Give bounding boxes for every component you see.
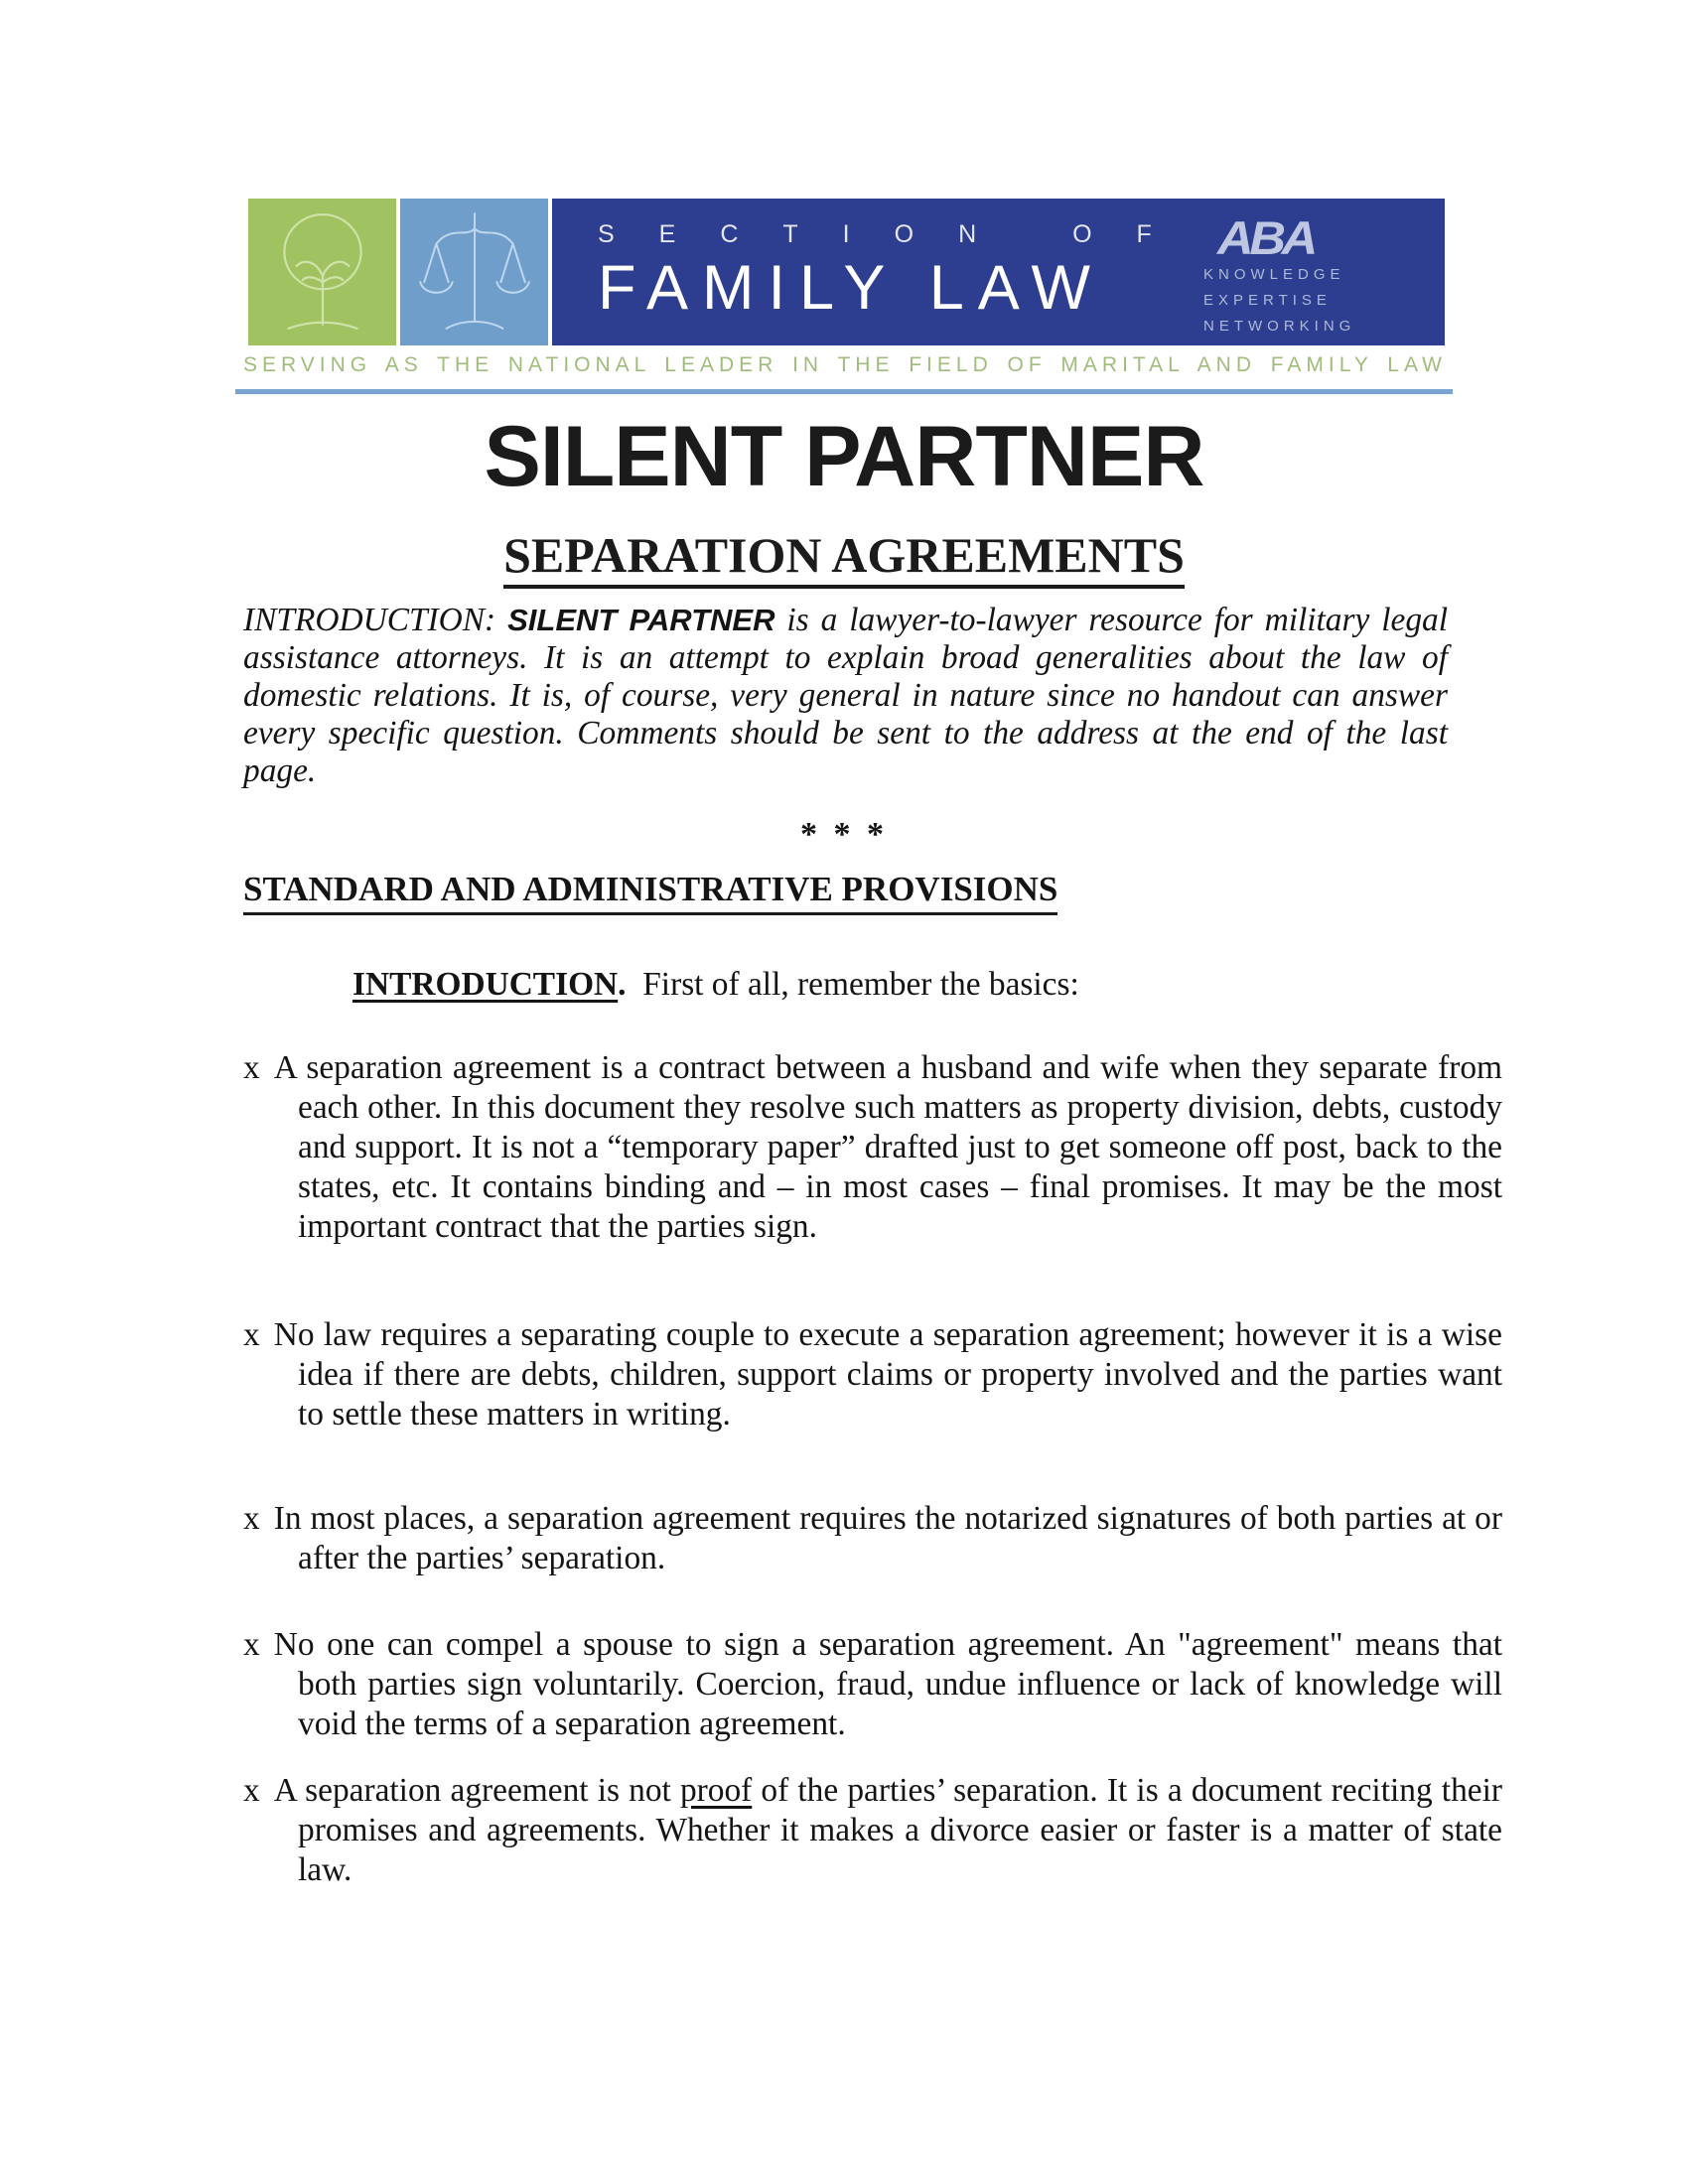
bullet-item (243, 1771, 1502, 1890)
introduction-lead: INTRODUCTION (352, 966, 619, 1003)
bullet-marker: x (243, 1626, 260, 1663)
tree-icon (262, 205, 383, 339)
bullet-marker: x (243, 1500, 260, 1537)
tree-logo-square (248, 199, 396, 345)
stars-divider: * * * (800, 816, 888, 853)
aba-tagline-expertise: EXPERTISE (1203, 292, 1332, 309)
section-heading: STANDARD AND ADMINISTRATIVE PROVISIONS (243, 870, 1057, 915)
subtitle-row (0, 529, 1688, 589)
bullet-text-pre: A separation agreement is not (273, 1772, 680, 1809)
intro-paragraph (243, 602, 1448, 790)
bullet-text: No law requires a separating couple to execute a separation agreement; however it is a wise idea if there are debts, children, support claims or property involved and the parties want to settle these matters in writing. (273, 1316, 1502, 1433)
intro-body: is a lawyer-to-lawyer resource for military legal assistance attorneys. It is an attempt to explain broad generalities about the law of domestic relations. It is, of course, very general in nature since no handout can answer every specific question. Comments should be sent to the address at the end of the last page. (243, 602, 1448, 789)
bullet-text: In most places, a separation agreement requires the notarized signatures of both parties at or after the parties’ separation. (273, 1500, 1502, 1576)
bullet-item (243, 1048, 1502, 1247)
section-of-label: SECTION OF (598, 220, 1196, 248)
introduction-line (243, 965, 1448, 1005)
introduction-rest: First of all, remember the basics: (626, 966, 1079, 1003)
aba-tagline-knowledge: KNOWLEDGE (1203, 266, 1345, 283)
family-law-label: FAMILY LAW (598, 253, 1104, 323)
bullet-marker: x (243, 1316, 260, 1353)
bullet-item (243, 1499, 1502, 1578)
aba-logo: ABA (1217, 211, 1315, 264)
section-wordmark (598, 220, 1196, 324)
bullet-item (243, 1625, 1502, 1744)
divider-rule (235, 389, 1453, 394)
banner-tagline: SERVING AS THE NATIONAL LEADER IN THE FIELD OF MARITAL AND FAMILY LAW (243, 353, 1447, 376)
intro-label: INTRODUCTION: (243, 602, 508, 638)
bullet-item (243, 1315, 1502, 1434)
introduction-period: . (618, 966, 627, 1003)
page-title: SILENT PARTNER (484, 409, 1204, 504)
bullet-marker: x (243, 1772, 260, 1809)
bullet-text-post: of the parties’ separation. It is a document reciting their promises and agreements. Whether it makes a divorce easier or faster is a matter of state law. (298, 1772, 1502, 1888)
bullet-text: No one can compel a spouse to sign a separation agreement. An "agreement" means that both parties sign voluntarily. Coercion, fraud, undue influence or lack of knowledge will void the terms of a separation agreement. (273, 1626, 1502, 1742)
scales-logo-square (400, 199, 548, 345)
bullet-text: A separation agreement is a contract between a husband and wife when they separate from each other. In this document they resolve such matters as property division, debts, custody and support. It is not a “temporary paper” drafted just to get someone off post, back to the states, etc. It contains binding and – in most cases – final promises. It may be the most important contract that the parties sign. (273, 1049, 1502, 1245)
bullet-marker: x (243, 1049, 260, 1086)
document-subtitle: SEPARATION AGREEMENTS (503, 529, 1185, 589)
aba-tagline-networking: NETWORKING (1203, 318, 1356, 335)
aba-block (1203, 211, 1427, 340)
bullet-text-underlined: proof (679, 1772, 753, 1809)
aba-family-law-banner (248, 199, 1445, 345)
section-of-family-law-block (552, 199, 1445, 345)
scales-of-justice-icon (414, 205, 535, 339)
brand-name: SILENT PARTNER (507, 603, 775, 637)
